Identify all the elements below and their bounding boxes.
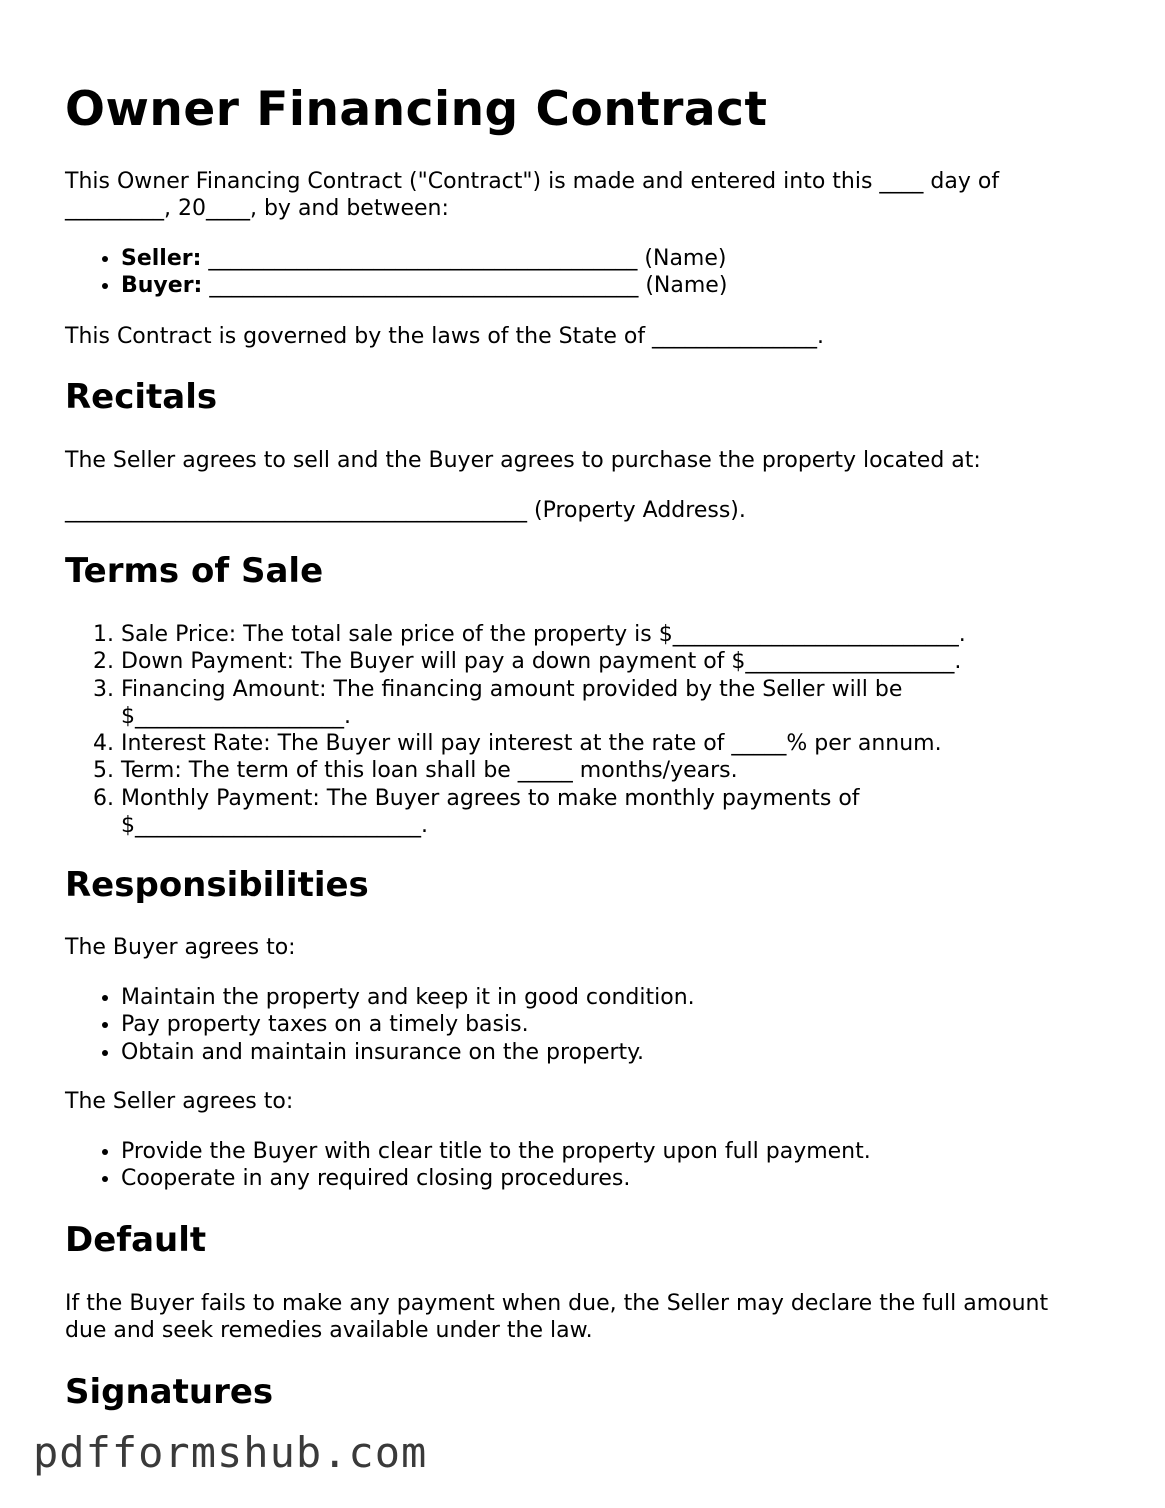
recitals-text: The Seller agrees to sell and the Buyer agrees to purchase the property located at: <box>65 448 981 473</box>
term-loan-term: 5. Term: The term of this loan shall be _____ months/years. <box>121 757 1001 784</box>
term-interest-rate: 4. Interest Rate: The Buyer will pay interest at the rate of _____% per annum. <box>121 730 1001 757</box>
term-financing-amount: 3. Financing Amount: The financing amount provided by the Seller will be $___________________. <box>121 676 1001 731</box>
buyer-agrees-intro: The Buyer agrees to: <box>65 935 296 960</box>
recitals-heading: Recitals <box>65 377 218 417</box>
list-item: • Provide the Buyer with clear title to the property upon full payment. <box>121 1138 1021 1165</box>
intro-paragraph: This Owner Financing Contract ("Contract") is made and entered into this ____ day of _________, 20____, by and between: <box>65 169 1000 221</box>
terms-list <box>65 621 1001 839</box>
list-item: • Cooperate in any required closing procedures. <box>121 1165 1021 1192</box>
party-blank: _______________________________________ (Name) <box>201 246 727 271</box>
terms-heading: Terms of Sale <box>65 551 324 591</box>
seller-responsibilities-list <box>65 1138 1021 1193</box>
parties-list <box>65 245 1021 300</box>
party-label: Seller: <box>121 246 202 271</box>
seller-agrees-intro: The Seller agrees to: <box>65 1089 294 1114</box>
term-monthly-payment: 6. Monthly Payment: The Buyer agrees to make monthly payments of $__________________________. <box>121 785 1001 840</box>
default-heading: Default <box>65 1220 207 1260</box>
party-blank: _______________________________________ (Name) <box>202 273 728 299</box>
responsibilities-heading: Responsibilities <box>65 865 369 905</box>
watermark: pdfformshub.com <box>33 1428 428 1477</box>
default-text: If the Buyer fails to make any payment when due, the Seller may declare the full amount due and seek remedies available under the law. <box>65 1291 1049 1343</box>
signatures-heading: Signatures <box>65 1372 274 1412</box>
party-label: Buyer: <box>121 273 203 299</box>
buyer-responsibilities-list <box>65 984 1021 1066</box>
property-address-line: __________________________________________ (Property Address). <box>65 498 746 523</box>
term-sale-price: 1. Sale Price: The total sale price of the property is $__________________________. <box>121 621 1001 648</box>
party-buyer <box>121 272 1021 299</box>
list-item: • Maintain the property and keep it in good condition. <box>121 984 1021 1011</box>
term-down-payment: 2. Down Payment: The Buyer will pay a down payment of $___________________. <box>121 648 1001 675</box>
list-item: • Pay property taxes on a timely basis. <box>121 1011 1021 1038</box>
document-title: Owner Financing Contract <box>65 82 768 137</box>
governing-law-paragraph: This Contract is governed by the laws of the State of _______________. <box>65 324 825 349</box>
list-item: • Obtain and maintain insurance on the property. <box>121 1039 1021 1066</box>
party-seller <box>121 245 1021 272</box>
